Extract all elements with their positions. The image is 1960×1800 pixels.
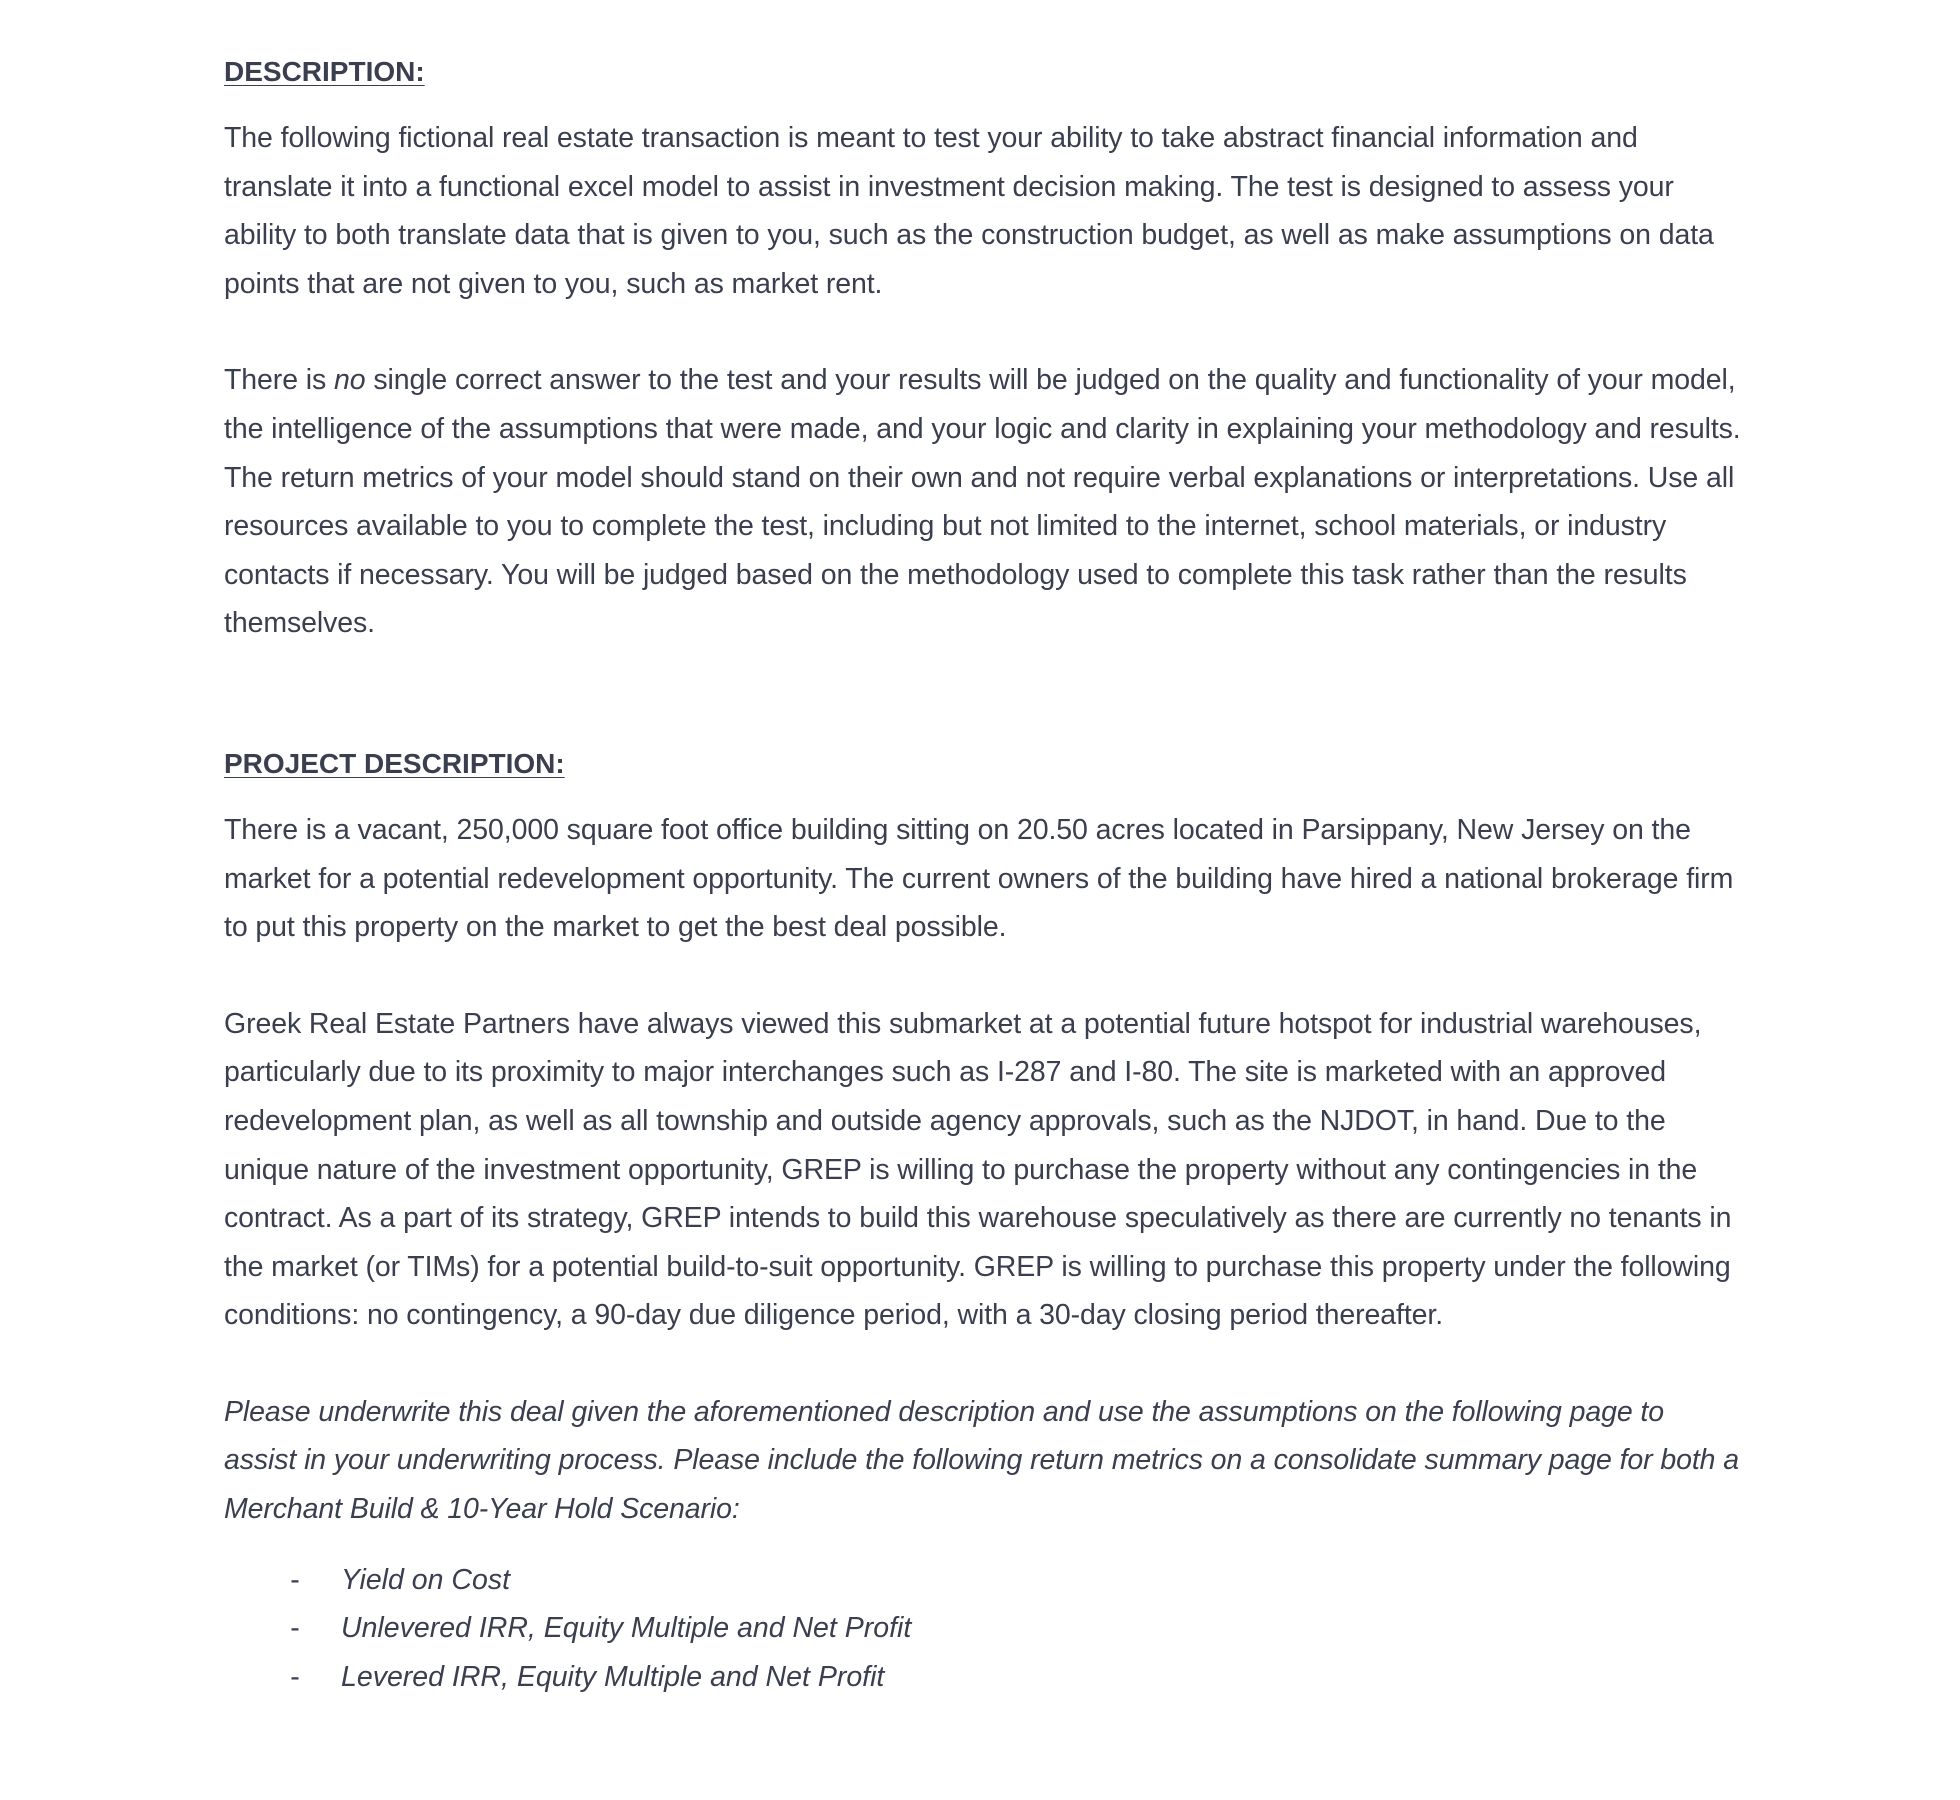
list-item <box>224 1604 1744 1653</box>
description-paragraph-2-end: single correct answer to the test and your results will be judged on the quality and functionality of your model, the intelligence of the assumptions that were made, and your logic and clarity in explaining your methodology and results. The return metrics of your model should stand on their own and not require verbal explanations or interpretations. Use all resources available to you to complete the test, including but not limited to the internet, school materials, or industry contacts if necessary. You will be judged based on the methodology used to complete this task rather than the results themselves. <box>224 364 1741 640</box>
description-paragraph-2-start: There is <box>224 364 334 397</box>
underwriting-instructions: Please underwrite this deal given the aforementioned description and use the assumptions on the following page to assist in your underwriting process. Please include the following return metrics on a consolidate summary page for both a Merchant Build & 10-Year Hold Scenario: <box>224 1395 1740 1526</box>
list-item <box>224 1653 1744 1702</box>
return-metrics-list <box>224 1556 1744 1702</box>
description-paragraph-1: The following fictional real estate transaction is meant to test your ability to take abstract financial information and translate it into a functional excel model to assist in investment decision making. The test is designed to assess your ability to both translate data that is given to you, such as the construction budget, as well as make assumptions on data points that are not given to you, such as market rent. <box>224 122 1714 300</box>
metric-yield-on-cost: Yield on Cost <box>341 1563 510 1596</box>
list-bullet-dash: - <box>290 1563 300 1596</box>
description-paragraph-2 <box>224 356 1744 648</box>
list-bullet-dash: - <box>290 1660 300 1693</box>
list-bullet-dash: - <box>290 1612 300 1645</box>
project-paragraph-1: There is a vacant, 250,000 square foot office building sitting on 20.50 acres located in Parsippany, New Jersey on the market for a potential redevelopment opportunity. The current owners of the building have hired a national brokerage firm to put this property on the market to get the best deal possible. <box>224 813 1734 944</box>
project-paragraph-2: Greek Real Estate Partners have always viewed this submarket at a potential future hotspot for industrial warehouses, particularly due to its proximity to major interchanges such as I-287 and I-80. The site is marketed with an approved redevelopment plan, as well as all township and outside agency approvals, such as the NJDOT, in hand. Due to the unique nature of the investment opportunity, GREP is willing to purchase the property without any contingencies in the contract. As a part of its strategy, GREP intends to build this warehouse speculatively as there are currently no tenants in the market (or TIMs) for a potential build-to-suit opportunity. GREP is willing to purchase this property under the following conditions: no contingency, a 90-day due diligence period, with a 30-day closing period thereafter. <box>224 1007 1732 1332</box>
description-heading: DESCRIPTION: <box>224 56 425 87</box>
list-item <box>224 1556 1744 1605</box>
description-paragraph-2-emphasis: no <box>333 364 366 397</box>
metric-unlevered-returns: Unlevered IRR, Equity Multiple and Net Profit <box>341 1612 912 1645</box>
metric-levered-returns: Levered IRR, Equity Multiple and Net Profit <box>341 1660 885 1693</box>
project-description-heading: PROJECT DESCRIPTION: <box>224 747 565 779</box>
document-page <box>224 52 1744 1701</box>
